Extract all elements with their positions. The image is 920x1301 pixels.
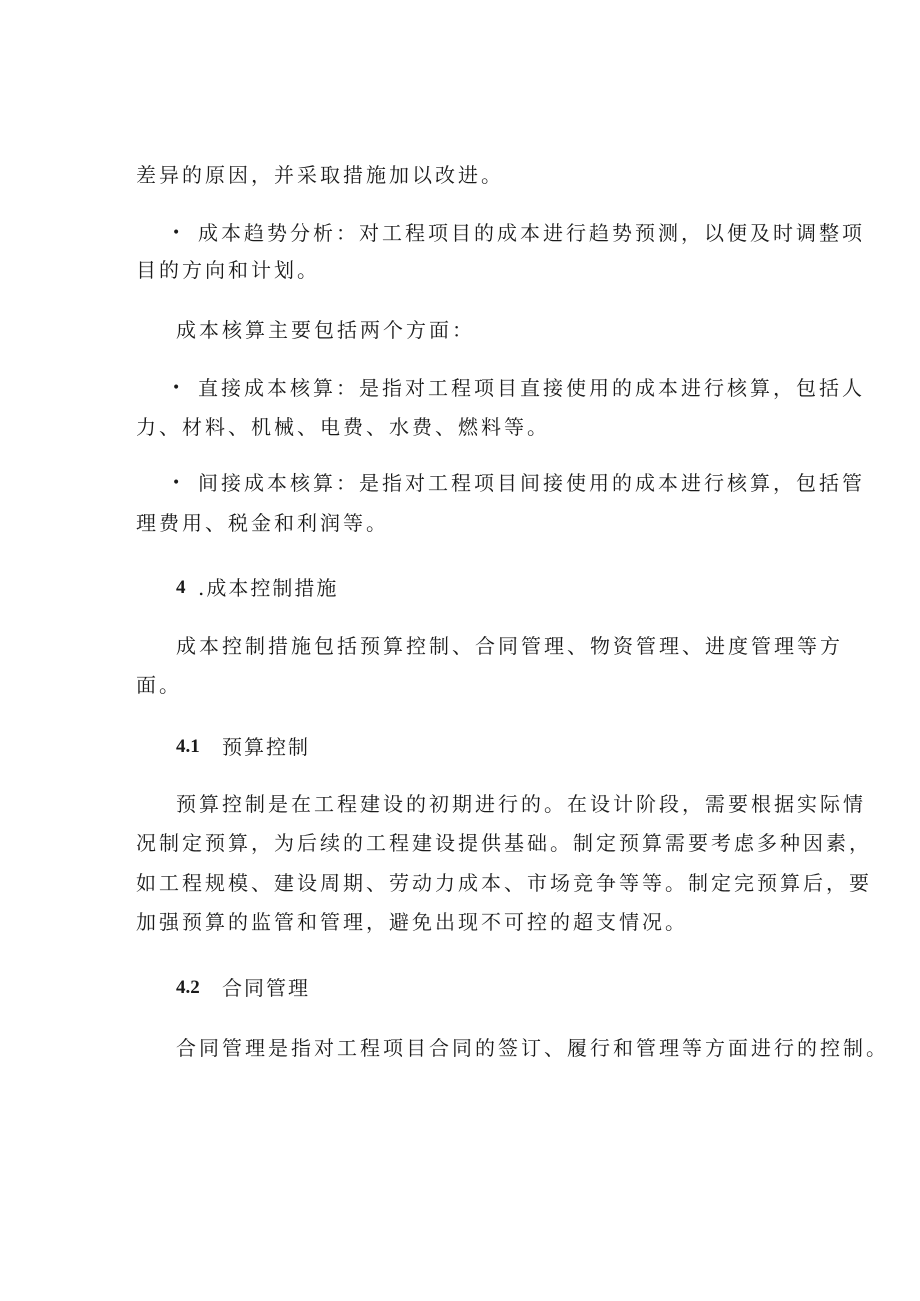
bullet-direct-line1: 直接成本核算：是指对工程项目直接使用的成本进行核算，包括人 xyxy=(198,376,865,400)
section-4-1-number: 4.1 xyxy=(176,736,200,757)
bullet-indirect-line1: 间接成本核算：是指对工程项目间接使用的成本进行核算，包括管 xyxy=(198,471,865,495)
section-4-title: .成本控制措施 xyxy=(198,576,339,600)
section-4-2-title: 合同管理 xyxy=(222,976,310,1000)
paragraph-continuation: 差异的原因，并采取措施加以改进。 xyxy=(136,163,504,187)
paragraph-accounting-intro: 成本核算主要包括两个方面： xyxy=(176,318,475,342)
bullet-trend-line2: 目的方向和计划。 xyxy=(136,258,320,282)
contract-paragraph: 合同管理是指对工程项目合同的签订、履行和管理等方面进行的控制。 xyxy=(176,1036,889,1060)
section-4-intro-line2: 面。 xyxy=(136,673,182,697)
section-4-2-number: 4.2 xyxy=(176,977,200,998)
bullet-trend-line1: 成本趋势分析：对工程项目的成本进行趋势预测，以便及时调整项 xyxy=(198,221,865,245)
section-4-1-title: 预算控制 xyxy=(222,735,310,759)
budget-paragraph-line1: 预算控制是在工程建设的初期进行的。在设计阶段，需要根据实际情 xyxy=(176,792,866,816)
section-4-intro-line1: 成本控制措施包括预算控制、合同管理、物资管理、进度管理等方 xyxy=(176,634,843,658)
budget-paragraph-line2: 况制定预算，为后续的工程建设提供基础。制定预算需要考虑多种因素， xyxy=(136,831,872,855)
bullet-direct-line2: 力、材料、机械、电费、水费、燃料等。 xyxy=(136,415,550,439)
bullet-marker: • xyxy=(172,380,181,396)
section-4-number: 4 xyxy=(176,577,186,598)
bullet-marker: • xyxy=(172,475,181,491)
budget-paragraph-line3: 如工程规模、建设周期、劳动力成本、市场竞争等等。制定完预算后，要 xyxy=(136,871,872,895)
bullet-marker: • xyxy=(172,225,181,241)
bullet-indirect-line2: 理费用、税金和利润等。 xyxy=(136,511,389,535)
budget-paragraph-line4: 加强预算的监管和管理，避免出现不可控的超支情况。 xyxy=(136,910,688,934)
